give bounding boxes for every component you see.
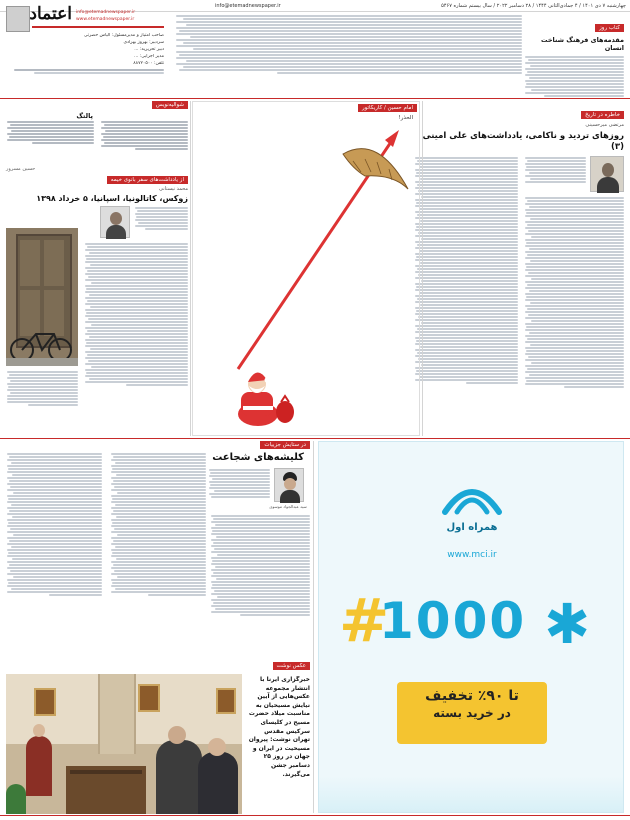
church-photo (6, 674, 242, 814)
discount-line2: در خرید بسته (433, 706, 511, 720)
left-top-author: حسین مسرور (6, 166, 36, 172)
staff-line: سردبیر: بهروز بهزادی (123, 40, 164, 45)
mci-logo (437, 478, 507, 540)
travel-title: زوکس، کاتالونیا، اسپانیا، ۵ خرداد ۱۳۹۸ (36, 194, 188, 203)
staff-line: دبیر تحریریه: ... (134, 47, 164, 52)
date-line: چهارشنبه ۷ دی ۱۴۰۱ / ۴ جمادی‌الثانی ۱۴۴۴ / ۲۸ دسامبر ۲۰۲۲ / سال بیستم شماره ۵۴۶۷ (441, 3, 626, 9)
photo-news (6, 662, 310, 814)
cartoon-caption: الحذر! (398, 115, 413, 121)
left-top-title: پالتگ (76, 112, 93, 120)
memoir-title: روزهای تردید و ناکامی، یادداشت‌های علی امینی (۳) (422, 131, 624, 152)
discount-line1: تا ۹۰٪ تخفیف (425, 688, 519, 704)
photo-news-caption: خبرگزاری ایرنا با انتشار مجموعه عکس‌هایی از آیین نیایش مسیحیان به مناسبت میلاد حضرت مسیح در کلیسای سرکیس مقدس تهران نوشت: پیروان مسیحیت در ایران و جهان در روز ۲۵ دسامبر جشن می‌گیرند. (248, 676, 310, 778)
logo-block (6, 6, 166, 96)
mci-advertisement[interactable] (318, 441, 624, 813)
santa-figure (238, 372, 294, 426)
memoir-article (414, 101, 624, 436)
opinion-title: کلیشه‌های شجاعت (212, 452, 304, 463)
travel-article (6, 176, 188, 436)
travel-author: محمد نیستانی (159, 186, 188, 192)
cartoon-section (192, 101, 420, 436)
staff-list (6, 33, 164, 75)
photo-news-tag: عکس نوشت (273, 662, 310, 670)
star-hash-icon: ✱ (544, 592, 591, 656)
opinion-article (6, 441, 310, 659)
left-top-column (6, 101, 188, 173)
mci-website[interactable]: www.mci.ir (447, 550, 497, 560)
staff-line: مدیر اجرایی: ... (134, 54, 164, 59)
opinion-portrait (274, 468, 304, 502)
logo-thumbnail (6, 6, 30, 32)
logo: اعتماد (29, 4, 72, 24)
book-title: مقدمه‌های فرهنگ شناخت انسان (540, 36, 624, 52)
promo-number: 1000 (379, 592, 527, 650)
masthead-email: info@etemadnewspaper.ir (76, 10, 136, 15)
memoir-portrait (590, 156, 624, 192)
mci-logo-icon (437, 478, 507, 518)
promo-number-block (339, 586, 605, 662)
cartoon-drawing (193, 114, 419, 434)
staff-line: تلفن: ۸۸۷۲۰۵۰۰ (133, 61, 164, 66)
cartoon-tag: امام حسین / کاریکاتور (358, 104, 417, 112)
hash-symbol: # (339, 586, 390, 656)
opinion-tag: در ستایش جزییات (260, 441, 310, 449)
travel-author-portrait (100, 206, 130, 238)
masthead-site: www.etemadnewspaper.ir (76, 17, 135, 22)
memoir-tag: خاطره در تاریخ (581, 111, 624, 119)
mci-brand: همراه اول (446, 522, 498, 533)
email: info@etemadnewspaper.ir (215, 3, 281, 9)
memoir-author: مرتضی میرحسینی (585, 122, 624, 128)
opinion-author: سید عبدالجواد موسوی (269, 504, 307, 509)
top-text-columns (172, 14, 522, 96)
left-top-tag: شوالیه‌نویس (152, 101, 188, 109)
discount-box[interactable] (397, 682, 547, 744)
book-tag: کتاب روز (595, 24, 624, 32)
travel-tag: از یادداشت‌های سفر بانوی خیمه (107, 176, 188, 184)
book-column (524, 14, 624, 94)
staff-line: صاحب امتیاز و مدیرمسئول: الیاس حضرتی (83, 33, 164, 38)
travel-photo (6, 228, 78, 366)
